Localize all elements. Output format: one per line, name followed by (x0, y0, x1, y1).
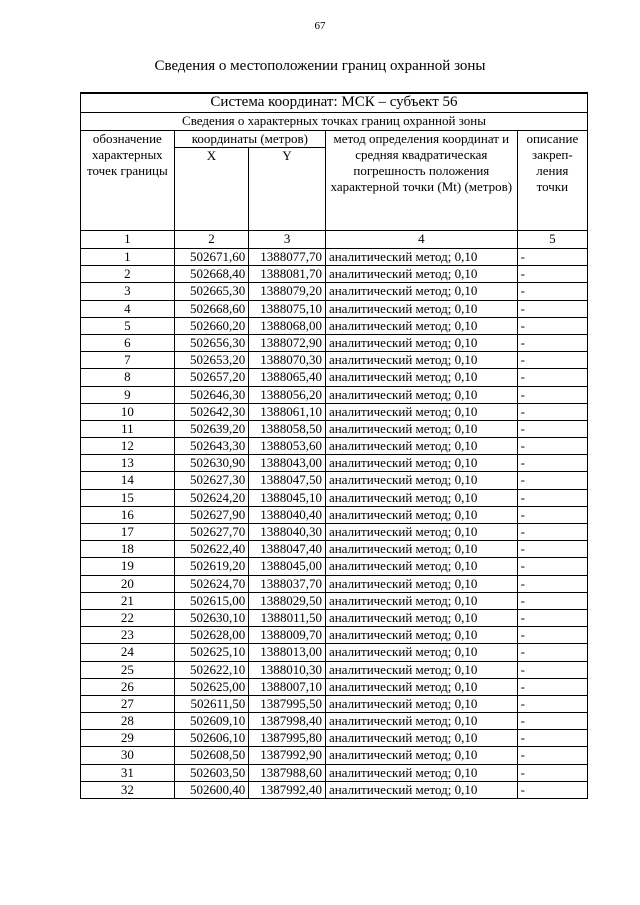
method-cell: аналитический метод; 0,10 (325, 300, 517, 317)
table-row (81, 644, 588, 661)
point-number-cell: 19 (81, 558, 175, 575)
method-cell: аналитический метод; 0,10 (325, 695, 517, 712)
y-coordinate-cell: 1388010,30 (249, 661, 326, 678)
point-number-cell: 4 (81, 300, 175, 317)
point-number-cell: 27 (81, 695, 175, 712)
description-cell: - (517, 300, 587, 317)
description-cell: - (517, 506, 587, 523)
document-title: Сведения о местоположении границ охранной зоны (154, 58, 486, 74)
point-number-cell: 25 (81, 661, 175, 678)
boundary-points-table (80, 92, 588, 799)
table-row (81, 678, 588, 695)
header-row (81, 131, 588, 148)
point-number-cell: 3 (81, 283, 175, 300)
method-cell: аналитический метод; 0,10 (325, 644, 517, 661)
point-number-cell: 31 (81, 764, 175, 781)
point-number-cell: 8 (81, 369, 175, 386)
table-row (81, 730, 588, 747)
table-row (81, 352, 588, 369)
description-cell: - (517, 592, 587, 609)
point-number-cell: 28 (81, 713, 175, 730)
description-cell: - (517, 455, 587, 472)
x-coordinate-cell: 502611,50 (174, 695, 249, 712)
y-coordinate-cell: 1388079,20 (249, 283, 326, 300)
point-number-cell: 24 (81, 644, 175, 661)
method-cell: аналитический метод; 0,10 (325, 558, 517, 575)
description-cell: - (517, 352, 587, 369)
column-number: 2 (174, 231, 249, 249)
table-row (81, 764, 588, 781)
y-coordinate-cell: 1388007,10 (249, 678, 326, 695)
table-row (81, 747, 588, 764)
method-cell: аналитический метод; 0,10 (325, 403, 517, 420)
point-number-cell: 14 (81, 472, 175, 489)
description-cell: - (517, 249, 587, 266)
point-number-cell: 32 (81, 781, 175, 798)
column-number: 1 (81, 231, 175, 249)
description-cell: - (517, 695, 587, 712)
description-cell: - (517, 764, 587, 781)
table-row (81, 472, 588, 489)
x-coordinate-cell: 502660,20 (174, 317, 249, 334)
x-coordinate-cell: 502615,00 (174, 592, 249, 609)
table-subtitle: Сведения о характерных точках границ охранной зоны (81, 113, 588, 131)
y-coordinate-cell: 1388056,20 (249, 386, 326, 403)
x-coordinate-cell: 502609,10 (174, 713, 249, 730)
method-cell: аналитический метод; 0,10 (325, 747, 517, 764)
x-coordinate-cell: 502619,20 (174, 558, 249, 575)
table-row (81, 420, 588, 437)
y-coordinate-cell: 1387995,80 (249, 730, 326, 747)
y-coordinate-cell: 1388043,00 (249, 455, 326, 472)
table-row (81, 249, 588, 266)
x-coordinate-cell: 502606,10 (174, 730, 249, 747)
x-coordinate-cell: 502624,70 (174, 575, 249, 592)
description-cell: - (517, 609, 587, 626)
x-coordinate-cell: 502642,30 (174, 403, 249, 420)
table-row (81, 575, 588, 592)
header-designation: обозначение характерных точек границы (81, 131, 175, 231)
point-number-cell: 9 (81, 386, 175, 403)
description-cell: - (517, 403, 587, 420)
y-coordinate-cell: 1388040,30 (249, 524, 326, 541)
x-coordinate-cell: 502628,00 (174, 627, 249, 644)
method-cell: аналитический метод; 0,10 (325, 489, 517, 506)
x-coordinate-cell: 502600,40 (174, 781, 249, 798)
method-cell: аналитический метод; 0,10 (325, 283, 517, 300)
y-coordinate-cell: 1388011,50 (249, 609, 326, 626)
y-coordinate-cell: 1388077,70 (249, 249, 326, 266)
x-coordinate-cell: 502646,30 (174, 386, 249, 403)
description-cell: - (517, 678, 587, 695)
method-cell: аналитический метод; 0,10 (325, 249, 517, 266)
table-row (81, 592, 588, 609)
y-coordinate-cell: 1388045,00 (249, 558, 326, 575)
method-cell: аналитический метод; 0,10 (325, 627, 517, 644)
description-cell: - (517, 438, 587, 455)
method-cell: аналитический метод; 0,10 (325, 764, 517, 781)
y-coordinate-cell: 1388068,00 (249, 317, 326, 334)
method-cell: аналитический метод; 0,10 (325, 455, 517, 472)
y-coordinate-cell: 1388081,70 (249, 266, 326, 283)
x-coordinate-cell: 502630,90 (174, 455, 249, 472)
point-number-cell: 1 (81, 249, 175, 266)
table-row (81, 541, 588, 558)
x-coordinate-cell: 502624,20 (174, 489, 249, 506)
table-row (81, 283, 588, 300)
point-number-cell: 22 (81, 609, 175, 626)
table-row (81, 713, 588, 730)
x-coordinate-cell: 502665,30 (174, 283, 249, 300)
description-cell: - (517, 369, 587, 386)
table-row (81, 627, 588, 644)
method-cell: аналитический метод; 0,10 (325, 541, 517, 558)
header-x: X (174, 148, 249, 231)
page-number: 67 (314, 20, 326, 32)
description-cell: - (517, 283, 587, 300)
description-cell: - (517, 266, 587, 283)
y-coordinate-cell: 1388075,10 (249, 300, 326, 317)
header-y: Y (249, 148, 326, 231)
x-coordinate-cell: 502653,20 (174, 352, 249, 369)
table-row (81, 334, 588, 351)
description-cell: - (517, 489, 587, 506)
y-coordinate-cell: 1388065,40 (249, 369, 326, 386)
method-cell: аналитический метод; 0,10 (325, 472, 517, 489)
x-coordinate-cell: 502627,70 (174, 524, 249, 541)
x-coordinate-cell: 502630,10 (174, 609, 249, 626)
y-coordinate-cell: 1388009,70 (249, 627, 326, 644)
x-coordinate-cell: 502627,30 (174, 472, 249, 489)
method-cell: аналитический метод; 0,10 (325, 420, 517, 437)
description-cell: - (517, 472, 587, 489)
y-coordinate-cell: 1387988,60 (249, 764, 326, 781)
x-coordinate-cell: 502668,60 (174, 300, 249, 317)
description-cell: - (517, 386, 587, 403)
x-coordinate-cell: 502625,10 (174, 644, 249, 661)
y-coordinate-cell: 1388061,10 (249, 403, 326, 420)
point-number-cell: 21 (81, 592, 175, 609)
y-coordinate-cell: 1388047,50 (249, 472, 326, 489)
x-coordinate-cell: 502671,60 (174, 249, 249, 266)
point-number-cell: 5 (81, 317, 175, 334)
coordinate-system-title: Система координат: МСК – субъект 56 (81, 93, 588, 113)
method-cell: аналитический метод; 0,10 (325, 730, 517, 747)
y-coordinate-cell: 1387992,40 (249, 781, 326, 798)
point-number-cell: 17 (81, 524, 175, 541)
table-row (81, 266, 588, 283)
description-cell: - (517, 420, 587, 437)
y-coordinate-cell: 1388072,90 (249, 334, 326, 351)
description-cell: - (517, 747, 587, 764)
table-row (81, 369, 588, 386)
table-row (81, 524, 588, 541)
y-coordinate-cell: 1388047,40 (249, 541, 326, 558)
x-coordinate-cell: 502622,10 (174, 661, 249, 678)
method-cell: аналитический метод; 0,10 (325, 592, 517, 609)
method-cell: аналитический метод; 0,10 (325, 266, 517, 283)
column-number: 3 (249, 231, 326, 249)
table-row (81, 558, 588, 575)
y-coordinate-cell: 1388053,60 (249, 438, 326, 455)
x-coordinate-cell: 502643,30 (174, 438, 249, 455)
point-number-cell: 12 (81, 438, 175, 455)
y-coordinate-cell: 1387992,90 (249, 747, 326, 764)
description-cell: - (517, 781, 587, 798)
y-coordinate-cell: 1388070,30 (249, 352, 326, 369)
y-coordinate-cell: 1388045,10 (249, 489, 326, 506)
column-number: 4 (325, 231, 517, 249)
description-cell: - (517, 661, 587, 678)
point-number-cell: 26 (81, 678, 175, 695)
y-coordinate-cell: 1387998,40 (249, 713, 326, 730)
description-cell: - (517, 713, 587, 730)
x-coordinate-cell: 502603,50 (174, 764, 249, 781)
x-coordinate-cell: 502639,20 (174, 420, 249, 437)
table-subtitle-row (81, 113, 588, 131)
point-number-cell: 16 (81, 506, 175, 523)
point-number-cell: 18 (81, 541, 175, 558)
method-cell: аналитический метод; 0,10 (325, 781, 517, 798)
method-cell: аналитический метод; 0,10 (325, 386, 517, 403)
method-cell: аналитический метод; 0,10 (325, 352, 517, 369)
point-number-cell: 13 (81, 455, 175, 472)
method-cell: аналитический метод; 0,10 (325, 609, 517, 626)
table-row (81, 317, 588, 334)
y-coordinate-cell: 1388040,40 (249, 506, 326, 523)
header-method: метод определения координат и средняя квадратическая погрешность положения характерной точки (Mt) (метров) (325, 131, 517, 231)
description-cell: - (517, 644, 587, 661)
point-number-cell: 15 (81, 489, 175, 506)
table-row (81, 455, 588, 472)
y-coordinate-cell: 1388013,00 (249, 644, 326, 661)
header-description: описание закреп-ления точки (517, 131, 587, 231)
description-cell: - (517, 575, 587, 592)
description-cell: - (517, 317, 587, 334)
point-number-cell: 2 (81, 266, 175, 283)
point-number-cell: 7 (81, 352, 175, 369)
x-coordinate-cell: 502608,50 (174, 747, 249, 764)
method-cell: аналитический метод; 0,10 (325, 713, 517, 730)
y-coordinate-cell: 1388029,50 (249, 592, 326, 609)
method-cell: аналитический метод; 0,10 (325, 661, 517, 678)
table-row (81, 438, 588, 455)
method-cell: аналитический метод; 0,10 (325, 506, 517, 523)
x-coordinate-cell: 502625,00 (174, 678, 249, 695)
x-coordinate-cell: 502668,40 (174, 266, 249, 283)
table-row (81, 695, 588, 712)
description-cell: - (517, 730, 587, 747)
x-coordinate-cell: 502656,30 (174, 334, 249, 351)
x-coordinate-cell: 502622,40 (174, 541, 249, 558)
description-cell: - (517, 558, 587, 575)
method-cell: аналитический метод; 0,10 (325, 369, 517, 386)
table-row (81, 386, 588, 403)
table-row (81, 506, 588, 523)
point-number-cell: 29 (81, 730, 175, 747)
coordinate-system-row (81, 93, 588, 113)
table-row (81, 661, 588, 678)
method-cell: аналитический метод; 0,10 (325, 317, 517, 334)
point-number-cell: 20 (81, 575, 175, 592)
column-numbers-row (81, 231, 588, 249)
method-cell: аналитический метод; 0,10 (325, 438, 517, 455)
description-cell: - (517, 524, 587, 541)
description-cell: - (517, 627, 587, 644)
point-number-cell: 10 (81, 403, 175, 420)
point-number-cell: 11 (81, 420, 175, 437)
point-number-cell: 6 (81, 334, 175, 351)
y-coordinate-cell: 1388037,70 (249, 575, 326, 592)
table-row (81, 609, 588, 626)
y-coordinate-cell: 1387995,50 (249, 695, 326, 712)
x-coordinate-cell: 502657,20 (174, 369, 249, 386)
method-cell: аналитический метод; 0,10 (325, 678, 517, 695)
table-row (81, 403, 588, 420)
y-coordinate-cell: 1388058,50 (249, 420, 326, 437)
x-coordinate-cell: 502627,90 (174, 506, 249, 523)
description-cell: - (517, 541, 587, 558)
header-coordinates: координаты (метров) (174, 131, 325, 148)
method-cell: аналитический метод; 0,10 (325, 334, 517, 351)
point-number-cell: 23 (81, 627, 175, 644)
column-number: 5 (517, 231, 587, 249)
table-row (81, 300, 588, 317)
table-row (81, 489, 588, 506)
point-number-cell: 30 (81, 747, 175, 764)
method-cell: аналитический метод; 0,10 (325, 575, 517, 592)
description-cell: - (517, 334, 587, 351)
table-row (81, 781, 588, 798)
method-cell: аналитический метод; 0,10 (325, 524, 517, 541)
